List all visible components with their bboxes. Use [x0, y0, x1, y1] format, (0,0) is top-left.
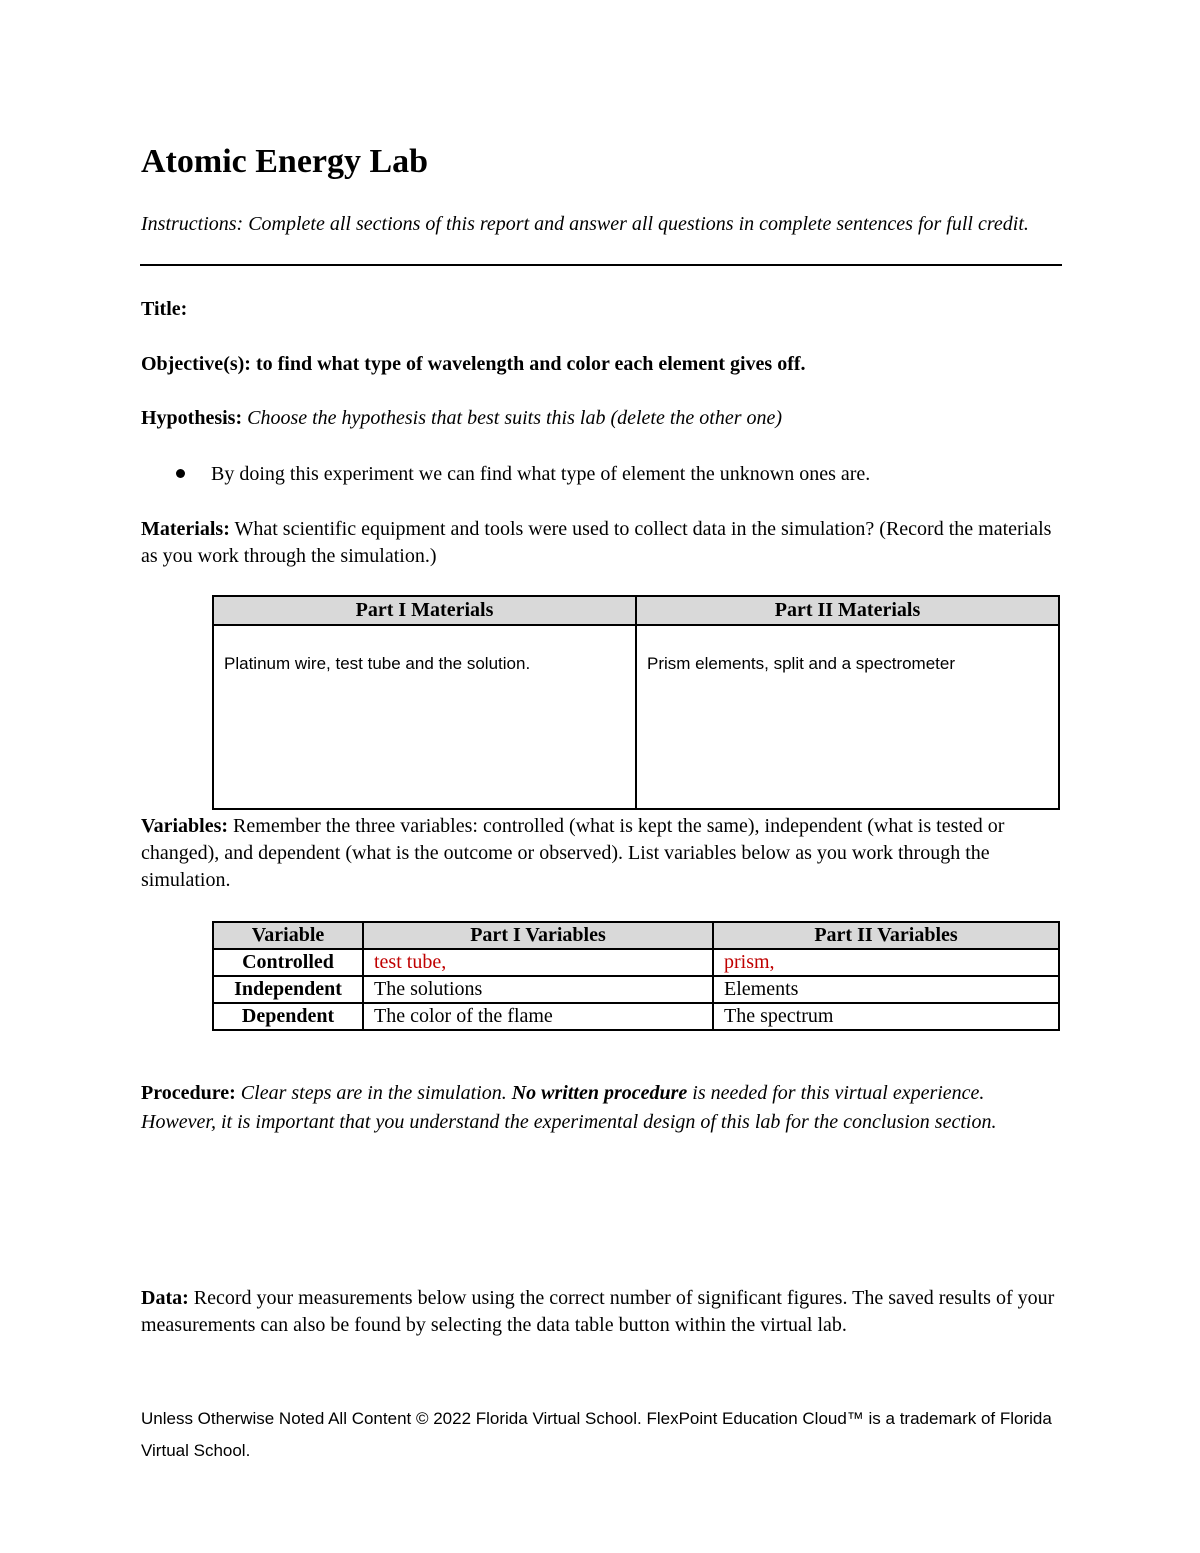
bullet-icon: [176, 469, 185, 478]
table-row: [213, 976, 1059, 1003]
materials-header-part2: Part II Materials: [636, 596, 1059, 625]
dependent-part1-cell[interactable]: The color of the flame: [363, 1003, 713, 1030]
data-text: Record your measurements below using the correct number of significant figures. The saved results of your measurements can also be found by selecting the data table button within the virtual lab.: [141, 1287, 1055, 1336]
footer-copyright: Unless Otherwise Noted All Content © 2022 Florida Virtual School. FlexPoint Education Cloud™ is a trademark of Florida Virtual School.: [141, 1409, 1052, 1460]
materials-cell-part2[interactable]: Prism elements, split and a spectrometer: [636, 625, 1059, 809]
materials-paragraph: [141, 516, 1061, 570]
variables-header-part2: Part II Variables: [713, 922, 1059, 949]
variables-label: Variables:: [141, 815, 229, 837]
instructions-text: Instructions: Complete all sections of this report and answer all questions in complete sentences for full credit.: [141, 213, 1029, 235]
row-label-controlled: Controlled: [213, 949, 363, 976]
dependent-part2-cell[interactable]: The spectrum: [713, 1003, 1059, 1030]
row-label-independent: Independent: [213, 976, 363, 1003]
materials-label: Materials:: [141, 518, 230, 540]
materials-text: What scientific equipment and tools were used to collect data in the simulation? (Record the materials as you work through the simulation.): [141, 518, 1052, 567]
table-row: [213, 949, 1059, 976]
hypothesis-bullet-item: [176, 461, 870, 488]
variables-header-part1: Part I Variables: [363, 922, 713, 949]
hypothesis-paragraph: [141, 405, 1061, 432]
materials-header-part1: Part I Materials: [213, 596, 636, 625]
data-label: Data:: [141, 1287, 189, 1309]
table-row: [213, 1003, 1059, 1030]
variables-text: Remember the three variables: controlled (what is kept the same), independent (what is tested or changed), and dependent (what is the outcome or observed). List variables below as you work through the simulation.: [141, 815, 1005, 891]
independent-part1-cell[interactable]: The solutions: [363, 976, 713, 1003]
document-title: Atomic Energy Lab: [141, 143, 429, 180]
procedure-bold-text: No written procedure: [511, 1082, 688, 1104]
procedure-text-2: is needed for this virtual experience. However, it is important that you understand the experimental design of this lab for the conclusion section.: [141, 1082, 997, 1133]
controlled-part2-cell[interactable]: prism,: [713, 949, 1059, 976]
procedure-paragraph: [141, 1079, 1061, 1137]
controlled-part1-cell[interactable]: test tube,: [363, 949, 713, 976]
variables-table: [212, 921, 1060, 1031]
materials-table: [212, 595, 1060, 810]
variables-header-variable: Variable: [213, 922, 363, 949]
data-paragraph: [141, 1285, 1061, 1339]
objective-paragraph: [141, 351, 1061, 378]
hypothesis-bullet-text: By doing this experiment we can find what type of element the unknown ones are.: [211, 463, 871, 485]
independent-part2-cell[interactable]: Elements: [713, 976, 1059, 1003]
hypothesis-label: Hypothesis:: [141, 407, 243, 429]
variables-paragraph: [141, 813, 1061, 894]
row-label-dependent: Dependent: [213, 1003, 363, 1030]
objective-label: Objective(s):: [141, 353, 251, 375]
procedure-label: Procedure:: [141, 1082, 236, 1104]
header-divider: [140, 264, 1062, 266]
hypothesis-text: Choose the hypothesis that best suits this lab (delete the other one): [242, 407, 783, 429]
procedure-text-1: Clear steps are in the simulation.: [235, 1082, 512, 1104]
title-label: Title:: [141, 298, 188, 320]
objective-text: to find what type of wavelength and color each element gives off.: [250, 353, 806, 375]
materials-cell-part1[interactable]: Platinum wire, test tube and the solution.: [213, 625, 636, 809]
